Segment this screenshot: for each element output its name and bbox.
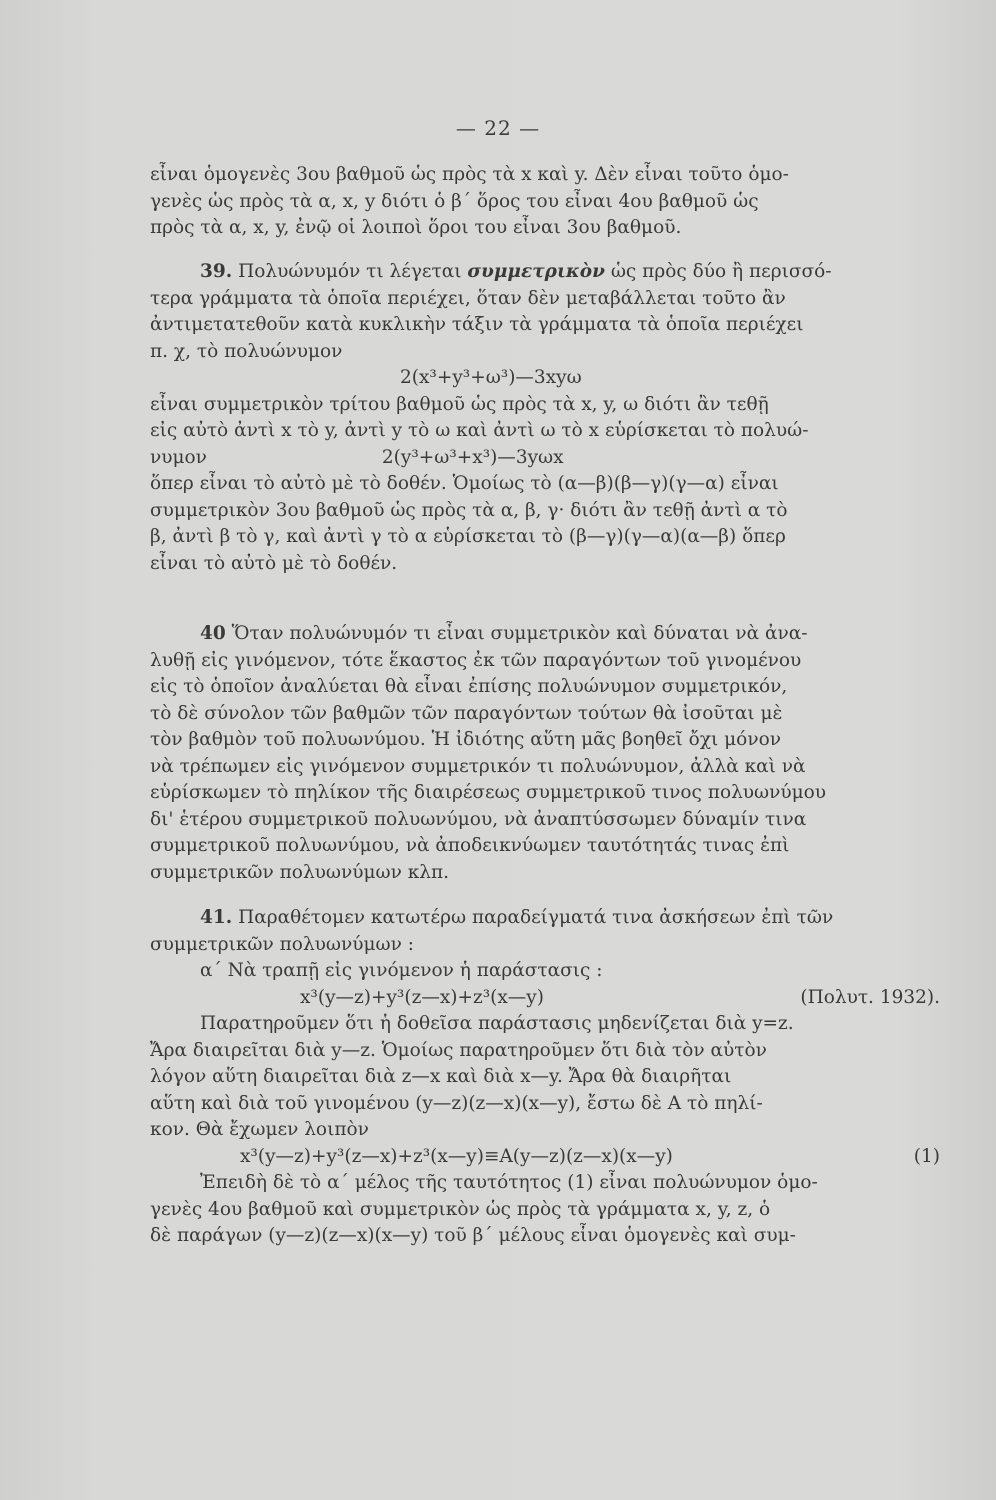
text-line: Παρατηροῦμεν ὅτι ἡ δοθεῖσα παράστασις μηδενίζεται διὰ y=z. <box>200 1013 794 1034</box>
text-line: εἰς τὸ ὁποῖον ἀναλύεται θὰ εἶναι ἐπίσης πολυώνυμον συμμετρικόν, <box>150 676 788 697</box>
text-line: συμμετρικῶν πολυωνύμων κλπ. <box>150 861 450 883</box>
section-39 <box>150 259 940 577</box>
text-line: κον. Θὰ ἔχωμεν λοιπὸν <box>150 1119 369 1140</box>
formula-1: 2(x³+y³+ω³)—3xyω <box>400 367 582 388</box>
text-line: εἰς αὐτὸ ἀντὶ x τὸ y, ἀντὶ y τὸ ω καὶ ἀντὶ ω τὸ x εὑρίσκεται τὸ πολυώ- <box>150 420 809 441</box>
paragraph-intro <box>150 162 940 242</box>
text-line: εἶναι τὸ αὐτὸ μὲ τὸ δοθέν. <box>150 552 398 574</box>
text-line: π. χ, τὸ πολυώνυμον <box>150 340 343 362</box>
text-line: συμμετρικὸν 3ου βαθμοῦ ὡς πρὸς τὰ α, β, γ· διότι ἂν τεθῇ ἀντὶ α τὸ <box>150 499 788 521</box>
text-line: γενὲς ὡς πρὸς τὰ α, x, y διότι ὁ β΄ ὅρος του εἶναι 4ου βαθμοῦ ὡς <box>150 190 759 212</box>
text-line: εὑρίσκωμεν τὸ πηλίκον τῆς διαιρέσεως συμμετρικοῦ τινος πολυωνύμου <box>150 782 827 803</box>
text-line: δι' ἑτέρου συμμετρικοῦ πολυωνύμου, νὰ ἀναπτύσσωμεν δύναμίν τινα <box>150 808 807 830</box>
exercise-prompt: α΄ Νὰ τραπῇ εἰς γινόμενον ἡ παράστασις : <box>200 960 603 981</box>
source-reference: (Πολυτ. 1932). <box>800 986 940 1008</box>
section-39-first-line <box>150 259 940 286</box>
text-line: λόγον αὕτη διαιρεῖται διὰ z—x καὶ διὰ x—y. Ἄρα θὰ διαιρῆται <box>150 1066 732 1087</box>
formula-4: x³(y—z)+y³(z—x)+z³(x—y)≡Α(y—z)(z—x)(x—y) <box>240 1145 673 1167</box>
section-41-first-line <box>150 905 940 932</box>
text-span: Πολυώνυμόν τι λέγεται <box>238 261 462 282</box>
formula-3: x³(y—z)+y³(z—x)+z³(x—y) <box>300 986 544 1008</box>
section-number: 41. <box>200 907 233 928</box>
text-line: αὕτη καὶ διὰ τοῦ γινομένου (y—z)(z—x)(x—y), ἔστω δὲ Α τὸ πηλί- <box>150 1092 763 1114</box>
text-line: δὲ παράγων (y—z)(z—x)(x—y) τοῦ β΄ μέλους εἶναι ὁμογενὲς καὶ συμ- <box>150 1225 796 1246</box>
equation-label: (1) <box>913 1145 940 1167</box>
text-line: τερα γράμματα τὰ ὁποῖα περιέχει, ὅταν δὲν μεταβάλλεται τοῦτο ἂν <box>150 287 786 309</box>
text-line: Ἐπειδὴ δὲ τὸ α΄ μέλος τῆς ταυτότητος (1) εἶναι πολυώνυμον ὁμο- <box>200 1172 818 1193</box>
text-span: Ὅταν πολυώνυμόν τι εἶναι συμμετρικὸν καὶ δύναται νὰ ἀνα- <box>231 623 808 644</box>
text-line: β, ἀντὶ β τὸ γ, καὶ ἀντὶ γ τὸ α εὑρίσκεται τὸ (β—γ)(γ—α)(α—β) ὅπερ <box>150 526 786 547</box>
text-line: συμμετρικοῦ πολυωνύμου, νὰ ἀποδεικνύωμεν ταυτότητάς τινας ἐπὶ <box>150 835 790 856</box>
text-line: νὰ τρέπωμεν εἰς γινόμενον συμμετρικόν τι πολυώνυμον, ἀλλὰ καὶ νὰ <box>150 755 806 777</box>
text-line: ὅπερ εἶναι τὸ αὐτὸ μὲ τὸ δοθέν. Ὁμοίως τὸ (α—β)(β—γ)(γ—α) εἶναι <box>150 473 779 494</box>
text-line: τὸν βαθμὸν τοῦ πολυωνύμου. Ἡ ἰδιότης αὕτη μᾶς βοηθεῖ ὄχι μόνον <box>150 729 781 750</box>
text-line: πρὸς τὰ α, x, y, ἐνῷ οἱ λοιποὶ ὅροι του εἶναι 3ου βαθμοῦ. <box>150 217 682 238</box>
text-line: Ἄρα διαιρεῖται διὰ y—z. Ὁμοίως παρατηροῦμεν ὅτι διὰ τὸν αὐτὸν <box>150 1039 767 1061</box>
page-number: — 22 — <box>455 116 541 140</box>
defined-term: συμμετρικὸν <box>467 261 605 282</box>
text-span: Παραθέτομεν κατωτέρω παραδείγματά τινα ἀσκήσεων ἐπὶ τῶν <box>238 907 834 928</box>
section-number: 39. <box>200 261 233 282</box>
text-line: τὸ δὲ σύνολον τῶν βαθμῶν τῶν παραγόντων τούτων θὰ ἰσοῦται μὲ <box>150 702 783 724</box>
formula-2-line <box>150 445 940 472</box>
text-line: γενὲς 4ου βαθμοῦ καὶ συμμετρικὸν ὡς πρὸς τὰ γράμματα x, y, z, ὁ <box>150 1198 771 1220</box>
text-line: εἶναι συμμετρικὸν τρίτου βαθμοῦ ὡς πρὸς τὰ x, y, ω διότι ἂν τεθῇ <box>150 393 769 415</box>
section-40-first-line <box>150 621 940 648</box>
formula-4-line <box>150 1144 940 1171</box>
text-span: νυμον <box>150 446 207 468</box>
text-line: ἀντιμετατεθοῦν κατὰ κυκλικὴν τάξιν τὰ γράμματα τὰ ὁποῖα περιέχει <box>150 314 804 335</box>
text-line: συμμετρικῶν πολυωνύμων : <box>150 933 414 955</box>
text-span: ὡς πρὸς δύο ἢ περισσό- <box>610 261 832 282</box>
formula-2: 2(y³+ω³+x³)—3yωx <box>381 446 564 468</box>
formula-3-line <box>150 985 940 1012</box>
section-number: 40 <box>200 623 226 644</box>
text-line: εἶναι ὁμογενὲς 3ου βαθμοῦ ὡς πρὸς τὰ x καὶ y. Δὲν εἶναι τοῦτο ὁμο- <box>150 164 789 185</box>
section-40 <box>150 621 940 886</box>
section-41 <box>150 905 940 1250</box>
text-line: λυθῇ εἰς γινόμενον, τότε ἕκαστος ἐκ τῶν παραγόντων τοῦ γινομένου <box>150 649 802 671</box>
